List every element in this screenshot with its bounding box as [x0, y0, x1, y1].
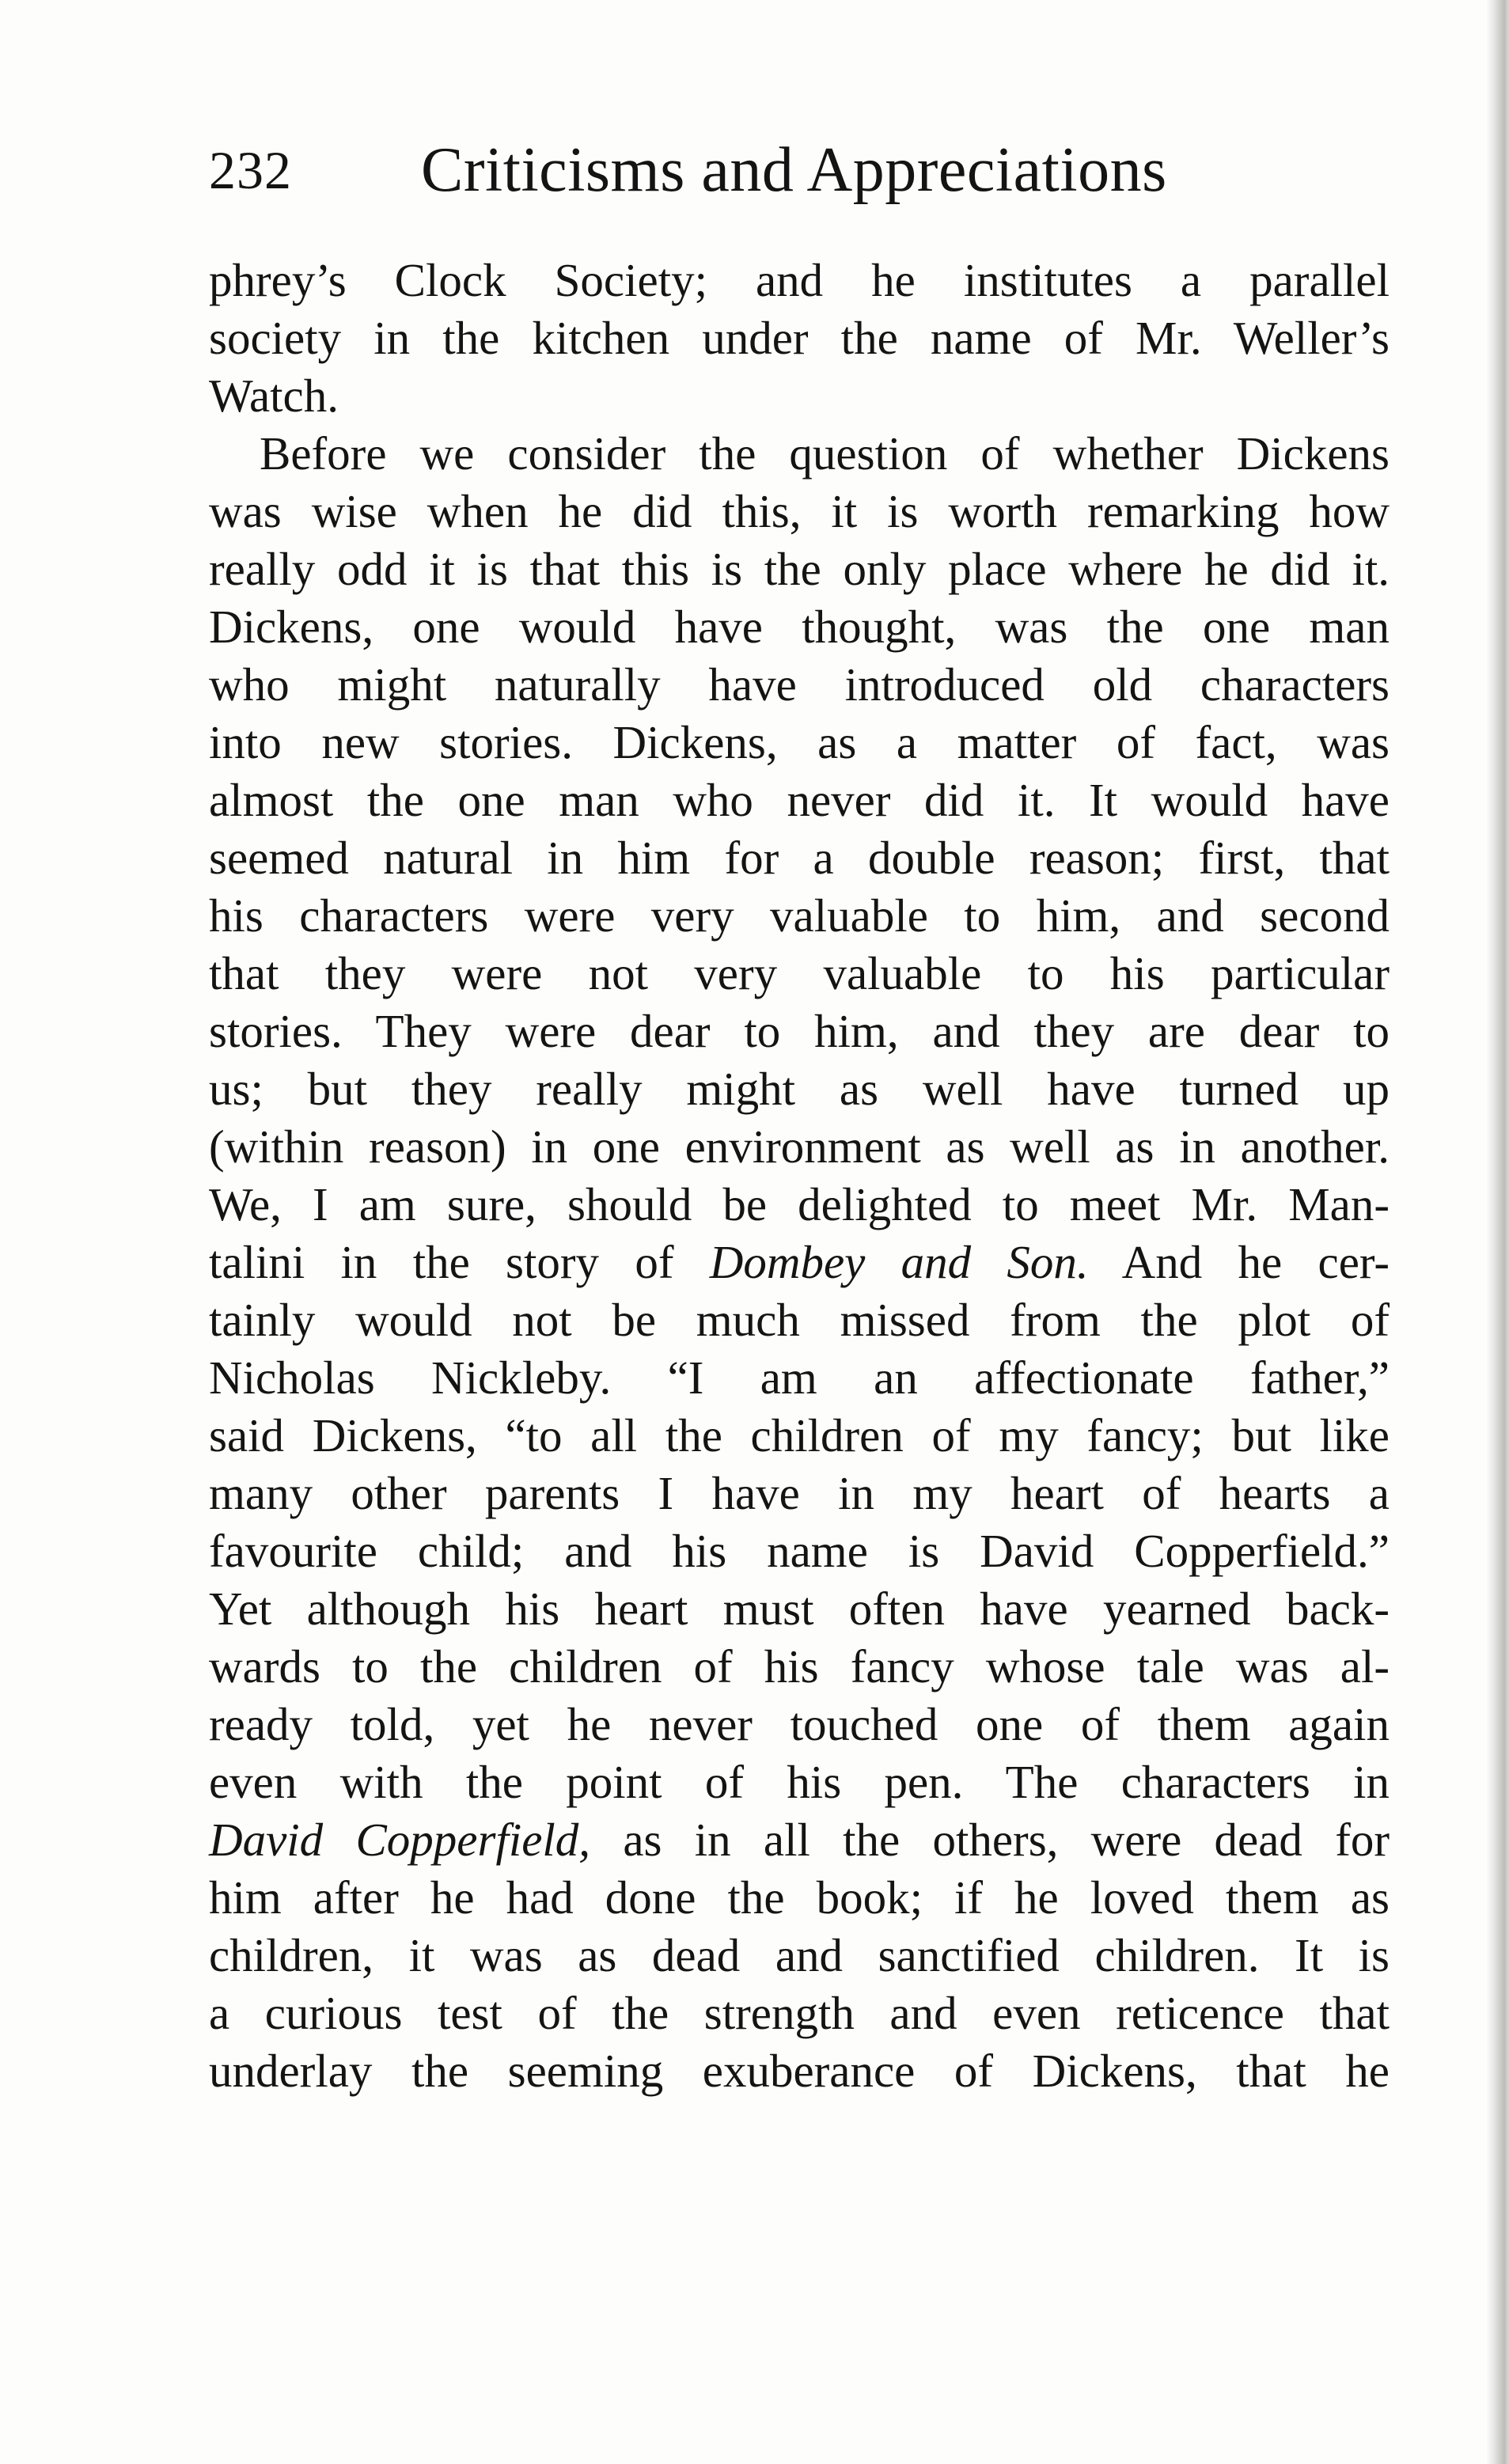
text-line: even with the point of his pen. The characters in: [209, 1756, 1390, 1808]
text-line: tainly would not be much missed from the plot of: [209, 1294, 1390, 1346]
text-line: into new stories. Dickens, as a matter of fact, was: [209, 716, 1390, 768]
text-line: us; but they really might as well have turned up: [209, 1063, 1390, 1115]
text-line: almost the one man who never did it. It would have: [209, 774, 1390, 826]
text-line: children, it was as dead and sanctified children. It is: [209, 1929, 1390, 1981]
running-title: Criticisms and Appreciations: [421, 135, 1167, 205]
text-line: David Copperfield, as in all the others, were dead for: [209, 1814, 1390, 1866]
text-line: many other parents I have in my heart of hearts a: [209, 1467, 1390, 1519]
text-line: him after he had done the book; if he loved them as: [209, 1871, 1390, 1924]
text-line: talini in the story of Dombey and Son. And he cer-: [209, 1236, 1390, 1288]
text-line: Yet although his heart must often have yearned back-: [209, 1583, 1390, 1635]
text-line: Dickens, one would have thought, was the one man: [209, 601, 1390, 653]
text-line: a curious test of the strength and even reticence that: [209, 1987, 1390, 2039]
text-line: Nicholas Nickleby. “I am an affectionate father,”: [209, 1351, 1390, 1404]
text-line: was wise when he did this, it is worth remarking how: [209, 485, 1390, 537]
text-line: that they were not very valuable to his particular: [209, 947, 1390, 999]
running-header: [209, 127, 1396, 214]
text-line: Before we consider the question of whether Dickens: [260, 427, 1390, 480]
text-line: who might naturally have introduced old characters: [209, 658, 1390, 711]
page-number: 232: [209, 140, 292, 200]
text-line: seemed natural in him for a double reason; first, that: [209, 832, 1390, 884]
text-line: favourite child; and his name is David Copperfield.”: [209, 1525, 1390, 1577]
text-line: We, I am sure, should be delighted to meet Mr. Man-: [209, 1178, 1390, 1230]
text-line: underlay the seeming exuberance of Dickens, that he: [209, 2045, 1390, 2097]
text-line: society in the kitchen under the name of Mr. Weller’s: [209, 312, 1390, 364]
text-line: really odd it is that this is the only place where he did it.: [209, 543, 1390, 595]
text-line: (within reason) in one environment as well as in another.: [209, 1120, 1390, 1173]
text-line: phrey’s Clock Society; and he institutes a parallel: [209, 254, 1390, 306]
text-line: wards to the children of his fancy whose tale was al-: [209, 1640, 1390, 1693]
text-line: Watch.: [209, 370, 339, 422]
text-line: ready told, yet he never touched one of them again: [209, 1698, 1390, 1750]
text-line: said Dickens, “to all the children of my fancy; but like: [209, 1409, 1390, 1461]
text-line: stories. They were dear to him, and they are dear to: [209, 1005, 1390, 1057]
page-edge: [1485, 0, 1509, 2464]
text-line: his characters were very valuable to him, and second: [209, 889, 1390, 942]
body-text: [209, 252, 1390, 2100]
